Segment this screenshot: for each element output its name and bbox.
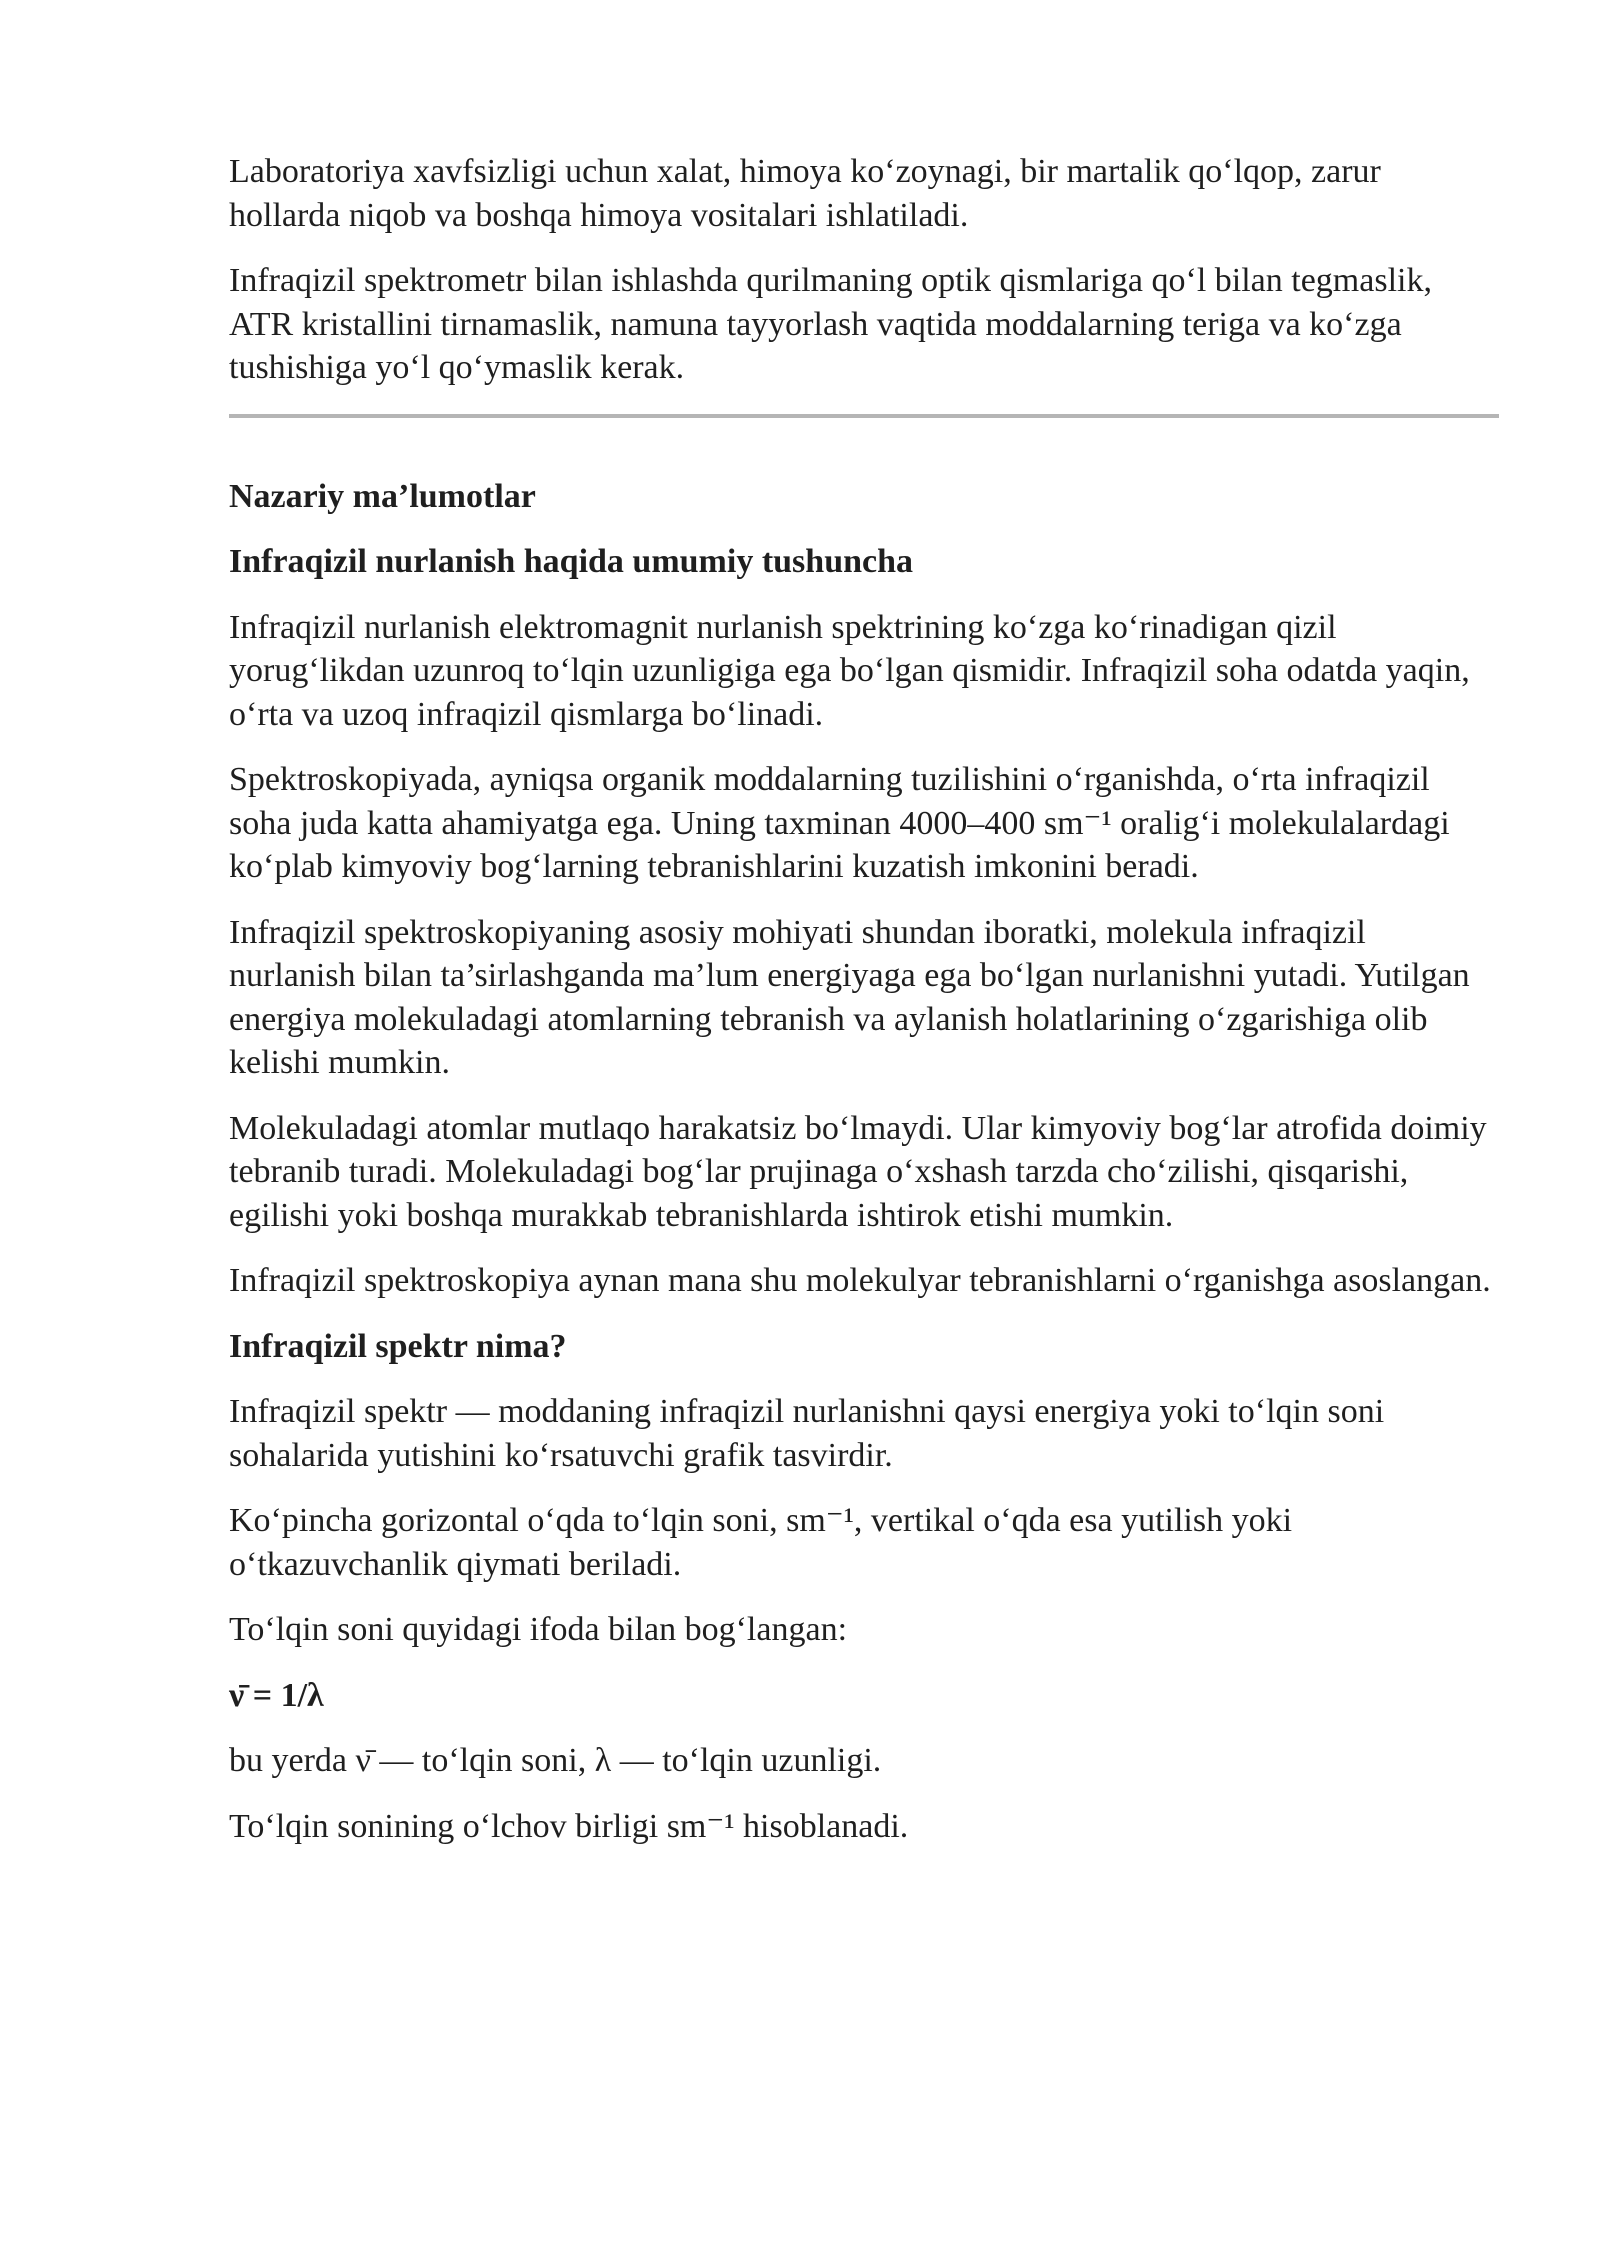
theory-paragraph-3: Infraqizil spektroskopiyaning asosiy mohiyati shundan iboratki, molekula infraqizil nurlanish bilan ta’sirlashganda ma’lum energiyaga ega bo‘lgan nurlanishni yutadi. Yutilgan energiya molekuladagi atomlarning tebranish va aylanish holatlarining o‘zgarishiga olib kelishi mumkin.	[229, 913, 1470, 1081]
safety-paragraph-1: Laboratoriya xavfsizligi uchun xalat, himoya ko‘zoynagi, bir martalik qo‘lqop, zarur hollarda niqob va boshqa himoya vositalari ishlatiladi.	[229, 153, 1381, 234]
safety-paragraph-2: Infraqizil spektrometr bilan ishlashda qurilmaning optik qismlariga qo‘l bilan tegmaslik, ATR kristallini tirnamaslik, namuna tayyorlash vaqtida moddalarning teriga va ko‘zga tushishiga yo‘l qo‘ymaslik kerak.	[229, 262, 1432, 386]
theory-paragraph-7: Ko‘pincha gorizontal o‘qda to‘lqin soni, sm⁻¹, vertikal o‘qda esa yutilish yoki o‘tkazuvchanlik qiymati beriladi.	[229, 1502, 1293, 1583]
subsection-heading-ir-radiation: Infraqizil nurlanish haqida umumiy tushuncha	[229, 543, 914, 580]
section-heading: Nazariy ma’lumotlar	[229, 477, 536, 515]
document-page	[229, 150, 1499, 1870]
theory-paragraph-6: Infraqizil spektr — moddaning infraqizil nurlanishni qaysi energiya yoki to‘lqin soni sohalarida yutishini ko‘rsatuvchi grafik tasvirdir.	[229, 1393, 1385, 1474]
wavenumber-formula: ν̄ = 1/λ	[229, 1676, 324, 1714]
theory-paragraph-10: To‘lqin sonining o‘lchov birligi sm⁻¹ hisoblanadi.	[229, 1807, 909, 1845]
subsection-heading-ir-spectrum: Infraqizil spektr nima?	[229, 1327, 567, 1365]
theory-paragraph-2: Spektroskopiyada, ayniqsa organik moddalarning tuzilishini o‘rganishda, o‘rta infraqizil soha juda katta ahamiyatga ega. Uning taxminan 4000–400 sm⁻¹ oralig‘i molekulalardagi ko‘plab kimyoviy bog‘larning tebranishlarini kuzatish imkonini beradi.	[229, 761, 1450, 885]
section-divider	[229, 414, 1499, 418]
theory-paragraph-8: To‘lqin soni quyidagi ifoda bilan bog‘langan:	[229, 1611, 848, 1648]
theory-paragraph-5: Infraqizil spektroskopiya aynan mana shu molekulyar tebranishlarni o‘rganishga asoslangan.	[229, 1262, 1491, 1299]
theory-paragraph-9: bu yerda ν̄ — to‘lqin soni, λ — to‘lqin uzunligi.	[229, 1742, 882, 1779]
theory-paragraph-1: Infraqizil nurlanish elektromagnit nurlanish spektrining ko‘zga ko‘rinadigan qizil yorug‘likdan uzunroq to‘lqin uzunligiga ega bo‘lgan qismidir. Infraqizil soha odatda yaqin, o‘rta va uzoq infraqizil qismlarga bo‘linadi.	[229, 608, 1470, 733]
theory-paragraph-4: Molekuladagi atomlar mutlaqo harakatsiz bo‘lmaydi. Ular kimyoviy bog‘lar atrofida doimiy tebranib turadi. Molekuladagi bog‘lar prujinaga o‘xshash tarzda cho‘zilishi, qisqarishi, egilishi yoki boshqa murakkab tebranishlarda ishtirok etishi mumkin.	[229, 1109, 1487, 1234]
